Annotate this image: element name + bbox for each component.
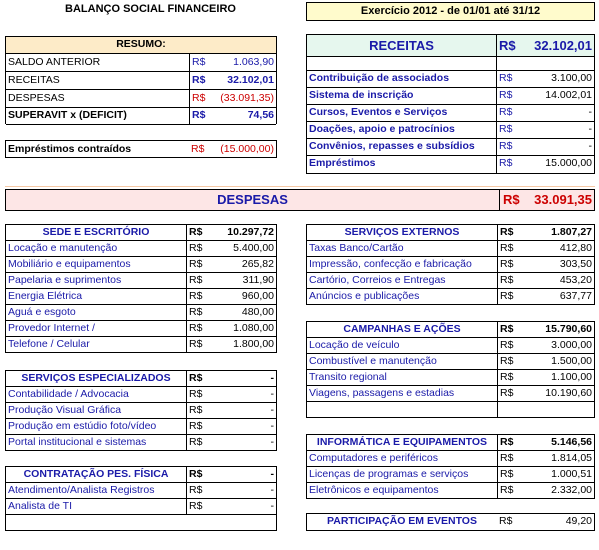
currency-symbol: R$: [186, 387, 216, 402]
contratacao-value: -: [270, 484, 274, 496]
especializados-row: [6, 403, 276, 419]
campanhas-table: [306, 321, 595, 418]
resumo-title: RESUMO:: [116, 38, 166, 50]
receita-label: Contribuição de associados: [309, 72, 450, 84]
informatica-title: INFORMÁTICA E EQUIPAMENTOS: [316, 436, 488, 448]
currency-symbol: R$: [189, 72, 219, 89]
informatica-label: Computadores e periféricos: [309, 452, 438, 464]
especializado-label: Produção em estúdio foto/vídeo: [8, 420, 157, 432]
currency-symbol: R$: [189, 90, 214, 107]
sede-label: Aguá e esgoto: [8, 306, 76, 318]
participacao-header: [307, 514, 594, 530]
receita-label: Doações, apoio e patrocínios: [309, 123, 455, 135]
currency-symbol: R$: [496, 122, 526, 138]
report-title: BALANÇO SOCIAL FINANCEIRO: [65, 3, 236, 15]
especializados-row: [6, 387, 276, 403]
receitas-row: [307, 122, 594, 139]
currency-symbol: R$: [497, 273, 527, 288]
especializado-value: -: [270, 388, 274, 400]
currency-symbol: R$: [497, 289, 527, 305]
campanhas-empty-row: [307, 402, 594, 418]
sede-label: Telefone / Celular: [8, 338, 90, 350]
exercise-box: [306, 2, 595, 21]
currency-symbol: R$: [191, 143, 205, 155]
contratacao-label: Atendimento/Analista Registros: [8, 484, 155, 496]
informatica-total: 5.146,56: [551, 436, 592, 448]
sede-label: Energia Elétrica: [8, 290, 83, 302]
resumo-label: RECEITAS: [8, 74, 60, 86]
receitas-spacer: [307, 57, 594, 71]
receitas-row: [307, 88, 594, 105]
resumo-value: 1.063,90: [233, 56, 274, 68]
sede-header: [6, 225, 276, 241]
currency-symbol: R$: [186, 337, 216, 353]
informatica-table: [306, 434, 595, 499]
campanha-label: Combustível e manutenção: [309, 355, 437, 367]
currency-symbol: R$: [186, 499, 216, 514]
informatica-header: [307, 435, 594, 451]
currency-symbol: R$: [496, 105, 526, 121]
currency-symbol: R$: [496, 139, 526, 155]
despesas-accent-line: [5, 186, 595, 187]
currency-symbol: R$: [186, 257, 216, 272]
externos-header: [307, 225, 594, 241]
currency-symbol: R$: [186, 273, 216, 288]
informatica-label: Eletrônicos e equipamentos: [309, 484, 439, 496]
campanha-label: Locação de veículo: [309, 339, 400, 351]
campanhas-row: [307, 386, 594, 402]
currency-symbol: R$: [497, 257, 527, 272]
contratacao-total: -: [270, 468, 274, 480]
receita-value: 15.000,00: [545, 157, 592, 169]
resumo-row: [6, 54, 276, 72]
especializados-title: SERVIÇOS ESPECIALIZADOS: [21, 372, 171, 384]
sede-row: [6, 241, 276, 257]
currency-symbol: R$: [497, 241, 527, 256]
especializado-value: -: [270, 404, 274, 416]
externo-value: 412,80: [559, 242, 592, 254]
campanhas-total: 15.790,60: [545, 323, 592, 335]
participacao-title: PARTICIPAÇÃO EM EVENTOS: [327, 515, 477, 527]
sede-row: [6, 337, 276, 353]
resumo-header: [6, 37, 276, 54]
receita-label: Empréstimos: [309, 157, 376, 169]
informatica-value: 2.332,00: [551, 484, 592, 496]
despesas-header: [5, 189, 595, 211]
receita-label: Sistema de inscrição: [309, 89, 414, 101]
especializados-header: [6, 371, 276, 387]
resumo-row: [6, 108, 276, 125]
resumo-row: [6, 90, 276, 108]
header-title-box: [0, 0, 301, 20]
receita-value: -: [588, 140, 592, 152]
campanha-value: 1.100,00: [551, 371, 592, 383]
currency-symbol: R$: [499, 515, 513, 527]
contratacao-table: [5, 466, 277, 531]
sede-title: SEDE E ESCRITÓRIO: [42, 226, 150, 238]
currency-symbol: R$: [496, 71, 526, 87]
externos-title: SERVIÇOS EXTERNOS: [344, 226, 460, 238]
campanha-value: 1.500,00: [551, 355, 592, 367]
currency-symbol: R$: [497, 225, 527, 240]
especializado-value: -: [270, 436, 274, 448]
sede-total: 10.297,72: [227, 226, 274, 238]
resumo-label: SALDO ANTERIOR: [8, 56, 101, 68]
informatica-value: 1.814,05: [551, 452, 592, 464]
currency-symbol: R$: [496, 88, 526, 104]
sede-row: [6, 321, 276, 337]
resumo-value: 32.102,01: [227, 74, 274, 86]
informatica-row: [307, 483, 594, 499]
contratacao-value: -: [270, 500, 274, 512]
participacao-table: [306, 513, 595, 531]
especializado-label: Portal institucional e sistemas: [8, 436, 147, 448]
sede-value: 5.400,00: [233, 242, 274, 254]
despesas-total: 33.091,35: [534, 192, 592, 207]
contratacao-row: [6, 483, 276, 499]
despesas-divider: [499, 190, 500, 210]
currency-symbol: R$: [497, 467, 527, 482]
receitas-total: 32.102,01: [534, 38, 592, 53]
currency-symbol: R$: [497, 370, 527, 385]
sede-label: Provedor Internet /: [8, 322, 95, 334]
receita-label: Cursos, Eventos e Serviços: [309, 106, 448, 118]
currency-symbol: R$: [186, 289, 216, 304]
currency-symbol: R$: [186, 467, 216, 482]
participacao-total: 49,20: [565, 515, 592, 527]
sede-value: 311,90: [242, 274, 274, 286]
sede-value: 1.800,00: [233, 338, 274, 350]
especializados-row: [6, 419, 276, 435]
resumo-value: 74,56: [247, 109, 274, 121]
receita-value: -: [588, 106, 592, 118]
campanhas-row: [307, 354, 594, 370]
currency-symbol: R$: [497, 483, 527, 499]
especializados-table: [5, 370, 277, 451]
currency-symbol: R$: [186, 435, 216, 451]
resumo-label: SUPERAVIT x (DEFICIT): [8, 109, 127, 121]
currency-symbol: R$: [497, 435, 527, 450]
contratacao-row: [6, 499, 276, 515]
externos-row: [307, 241, 594, 257]
currency-symbol: R$: [503, 192, 520, 207]
currency-symbol: R$: [497, 354, 527, 369]
externo-label: Anúncios e publicações: [309, 290, 420, 302]
informatica-row: [307, 467, 594, 483]
especializado-label: Produção Visual Gráfica: [8, 404, 122, 416]
sede-value: 1.080,00: [233, 322, 274, 334]
receitas-row: [307, 156, 594, 173]
campanhas-header: [307, 322, 594, 338]
sede-row: [6, 257, 276, 273]
sede-value: 265,82: [241, 258, 274, 270]
receitas-row: [307, 105, 594, 122]
resumo-table: [5, 36, 277, 124]
externos-row: [307, 257, 594, 273]
spacer-cell: [496, 57, 594, 70]
currency-symbol: R$: [186, 419, 216, 434]
currency-symbol: R$: [497, 386, 527, 401]
externo-label: Taxas Banco/Cartão: [309, 242, 404, 254]
campanha-label: Viagens, passagens e estadias: [309, 387, 455, 399]
currency-symbol: R$: [189, 108, 219, 124]
loans-label: Empréstimos contraídos: [8, 143, 132, 155]
currency-symbol: R$: [189, 54, 219, 71]
currency-symbol: R$: [186, 483, 216, 498]
receita-value: 3.100,00: [551, 72, 592, 84]
currency-symbol: R$: [186, 305, 216, 320]
campanha-label: Transito regional: [309, 371, 387, 383]
currency-symbol: R$: [496, 156, 526, 173]
campanhas-row: [307, 338, 594, 354]
campanha-value: 10.190,60: [545, 387, 592, 399]
especializado-value: -: [270, 420, 274, 432]
sede-label: Mobiliário e equipamentos: [8, 258, 131, 270]
contratacao-header: [6, 467, 276, 483]
campanha-value: 3.000,00: [551, 339, 592, 351]
currency-symbol: R$: [186, 241, 216, 256]
despesas-title: DESPESAS: [217, 192, 288, 207]
currency-symbol: R$: [186, 371, 216, 386]
receita-label: Convênios, repasses e subsídios: [309, 140, 475, 152]
externos-row: [307, 273, 594, 289]
currency-symbol: R$: [497, 322, 527, 337]
sede-row: [6, 305, 276, 321]
informatica-row: [307, 451, 594, 467]
currency-symbol: R$: [186, 225, 216, 240]
contratacao-empty-row: [6, 515, 276, 531]
externo-label: Impressão, confecção e fabricação: [309, 258, 472, 270]
loans-value: (15.000,00): [220, 143, 274, 155]
receitas-title: RECEITAS: [369, 38, 434, 53]
sede-label: Locação e manutenção: [8, 242, 118, 254]
currency-symbol: R$: [497, 451, 527, 466]
contratacao-label: Analista de TI: [8, 500, 73, 512]
resumo-label: DESPESAS: [8, 92, 65, 104]
externos-table: [306, 224, 595, 305]
contratacao-title: CONTRATAÇÃO PES. FÍSICA: [23, 468, 169, 480]
especializados-row: [6, 435, 276, 451]
receita-value: 14.002,01: [545, 89, 592, 101]
externo-value: 303,50: [559, 258, 592, 270]
receitas-table: [306, 34, 595, 174]
externos-row: [307, 289, 594, 305]
resumo-value: (33.091,35): [220, 92, 274, 104]
currency-symbol: R$: [496, 35, 526, 56]
externo-label: Cartório, Correios e Entregas: [309, 274, 446, 286]
exercise-period: Exercício 2012 - de 01/01 até 31/12: [360, 5, 541, 17]
loans-row: [5, 140, 277, 158]
especializados-total: -: [270, 372, 274, 384]
campanhas-title: CAMPANHAS E AÇÕES: [343, 323, 461, 335]
externo-value: 637,77: [559, 290, 592, 302]
sede-row: [6, 289, 276, 305]
receitas-row: [307, 71, 594, 88]
currency-symbol: R$: [186, 403, 216, 418]
sede-value: 480,00: [241, 306, 274, 318]
receitas-row: [307, 139, 594, 156]
externos-total: 1.807,27: [551, 226, 592, 238]
currency-symbol: R$: [186, 321, 216, 336]
receitas-header: [307, 35, 594, 57]
sede-row: [6, 273, 276, 289]
sede-label: Papelaria e suprimentos: [8, 274, 122, 286]
externo-value: 453,20: [559, 274, 592, 286]
sede-table: [5, 224, 277, 353]
sede-value: 960,00: [241, 290, 274, 302]
currency-symbol: R$: [497, 338, 527, 353]
resumo-row: [6, 72, 276, 90]
informatica-label: Licenças de programas e serviços: [309, 468, 469, 480]
especializado-label: Contabilidade / Advocacia: [8, 388, 129, 400]
campanhas-row: [307, 370, 594, 386]
receita-value: -: [588, 123, 592, 135]
informatica-value: 1.000,51: [551, 468, 592, 480]
spacer-cell: [497, 402, 594, 418]
